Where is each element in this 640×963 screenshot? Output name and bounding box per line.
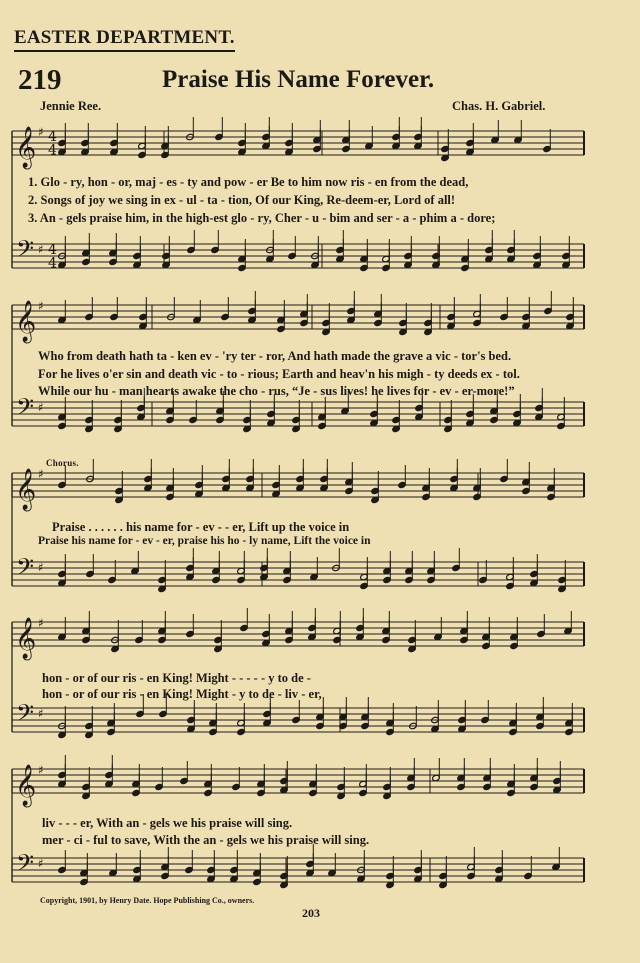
svg-text:𝄢: 𝄢 — [16, 699, 35, 732]
svg-text:𝄢: 𝄢 — [16, 553, 35, 586]
svg-text:♯: ♯ — [38, 298, 44, 313]
system4-lower-lyric: hon - or of our ris - en King! Might - y to de - liv - er, — [42, 687, 322, 701]
svg-text:♯: ♯ — [38, 706, 44, 721]
svg-text:4: 4 — [48, 142, 57, 159]
system3-upper-lyric: Praise . . . . . . his name for - ev - - er, Lift up the voice in — [52, 520, 350, 534]
system2-verse1: Who from death hath ta - ken ev - 'ry ter - ror, And hath made the grave a vic - tor's bed. — [38, 349, 512, 363]
svg-text:♯: ♯ — [38, 124, 44, 139]
section-heading: EASTER DEPARTMENT. — [14, 27, 235, 52]
svg-text:♯: ♯ — [38, 242, 44, 257]
svg-text:𝄢: 𝄢 — [16, 393, 35, 426]
svg-text:♯: ♯ — [38, 466, 44, 481]
svg-text:♯: ♯ — [38, 615, 44, 630]
svg-text:4: 4 — [48, 255, 57, 272]
svg-text:𝄞: 𝄞 — [15, 469, 37, 510]
lyricist-credit: Jennie Ree. — [40, 99, 102, 113]
composer-credit: Chas. H. Gabriel. — [452, 99, 546, 113]
system2-verse2: For he lives o'er sin and death vic - to - rious; Earth and heav'n his migh - ty deeds ex - tol. — [38, 367, 520, 381]
svg-text:♯: ♯ — [38, 856, 44, 871]
svg-text:♯: ♯ — [38, 400, 44, 415]
copyright-notice: Copyright, 1901, by Henry Date. Hope Publishing Co., owners. — [40, 896, 255, 905]
svg-text:𝄞: 𝄞 — [15, 618, 37, 659]
svg-text:𝄞: 𝄞 — [15, 301, 37, 342]
svg-text:𝄞: 𝄞 — [15, 127, 37, 168]
svg-text:𝄢: 𝄢 — [16, 235, 35, 268]
system3-lower-lyric: Praise his name for - ev - er, praise his ho - ly name, Lift the voice in — [38, 535, 371, 547]
system1-verse3: 3. An - gels praise him, in the high-est glo - ry, Cher - u - bim and ser - a - phim a - dore; — [28, 211, 496, 225]
system4-upper-lyric: hon - or of our ris - en King! Might - - - - - y to de - — [42, 671, 311, 685]
hymn-number: 219 — [18, 64, 62, 96]
system5-lower-lyric: mer - ci - ful to save, With the an - gels we his praise will sing. — [42, 833, 370, 847]
system1-verse1: 1. Glo - ry, hon - or, maj - es - ty and pow - er Be to him now ris - en from the dead, — [28, 175, 469, 189]
svg-text:4: 4 — [48, 242, 57, 259]
svg-text:♯: ♯ — [38, 762, 44, 777]
chorus-label: Chorus. — [46, 458, 79, 468]
svg-text:4: 4 — [48, 129, 57, 146]
svg-text:♯: ♯ — [38, 560, 44, 575]
svg-text:𝄢: 𝄢 — [16, 849, 35, 882]
system5-upper-lyric: liv - - - er, With an - gels we his praise will sing. — [42, 816, 293, 830]
page-number: 203 — [302, 906, 320, 920]
system2-verse3: While our hu - man hearts awake the cho - rus, “Je - sus lives! he lives for - ev - er-more!” — [38, 384, 515, 398]
system1-verse2: 2. Songs of joy we sing in ex - ul - ta - tion, Of our King, Re-deem-er, Lord of all! — [28, 193, 456, 207]
hymn-title: Praise His Name Forever. — [162, 66, 435, 93]
svg-text:𝄞: 𝄞 — [15, 765, 37, 806]
